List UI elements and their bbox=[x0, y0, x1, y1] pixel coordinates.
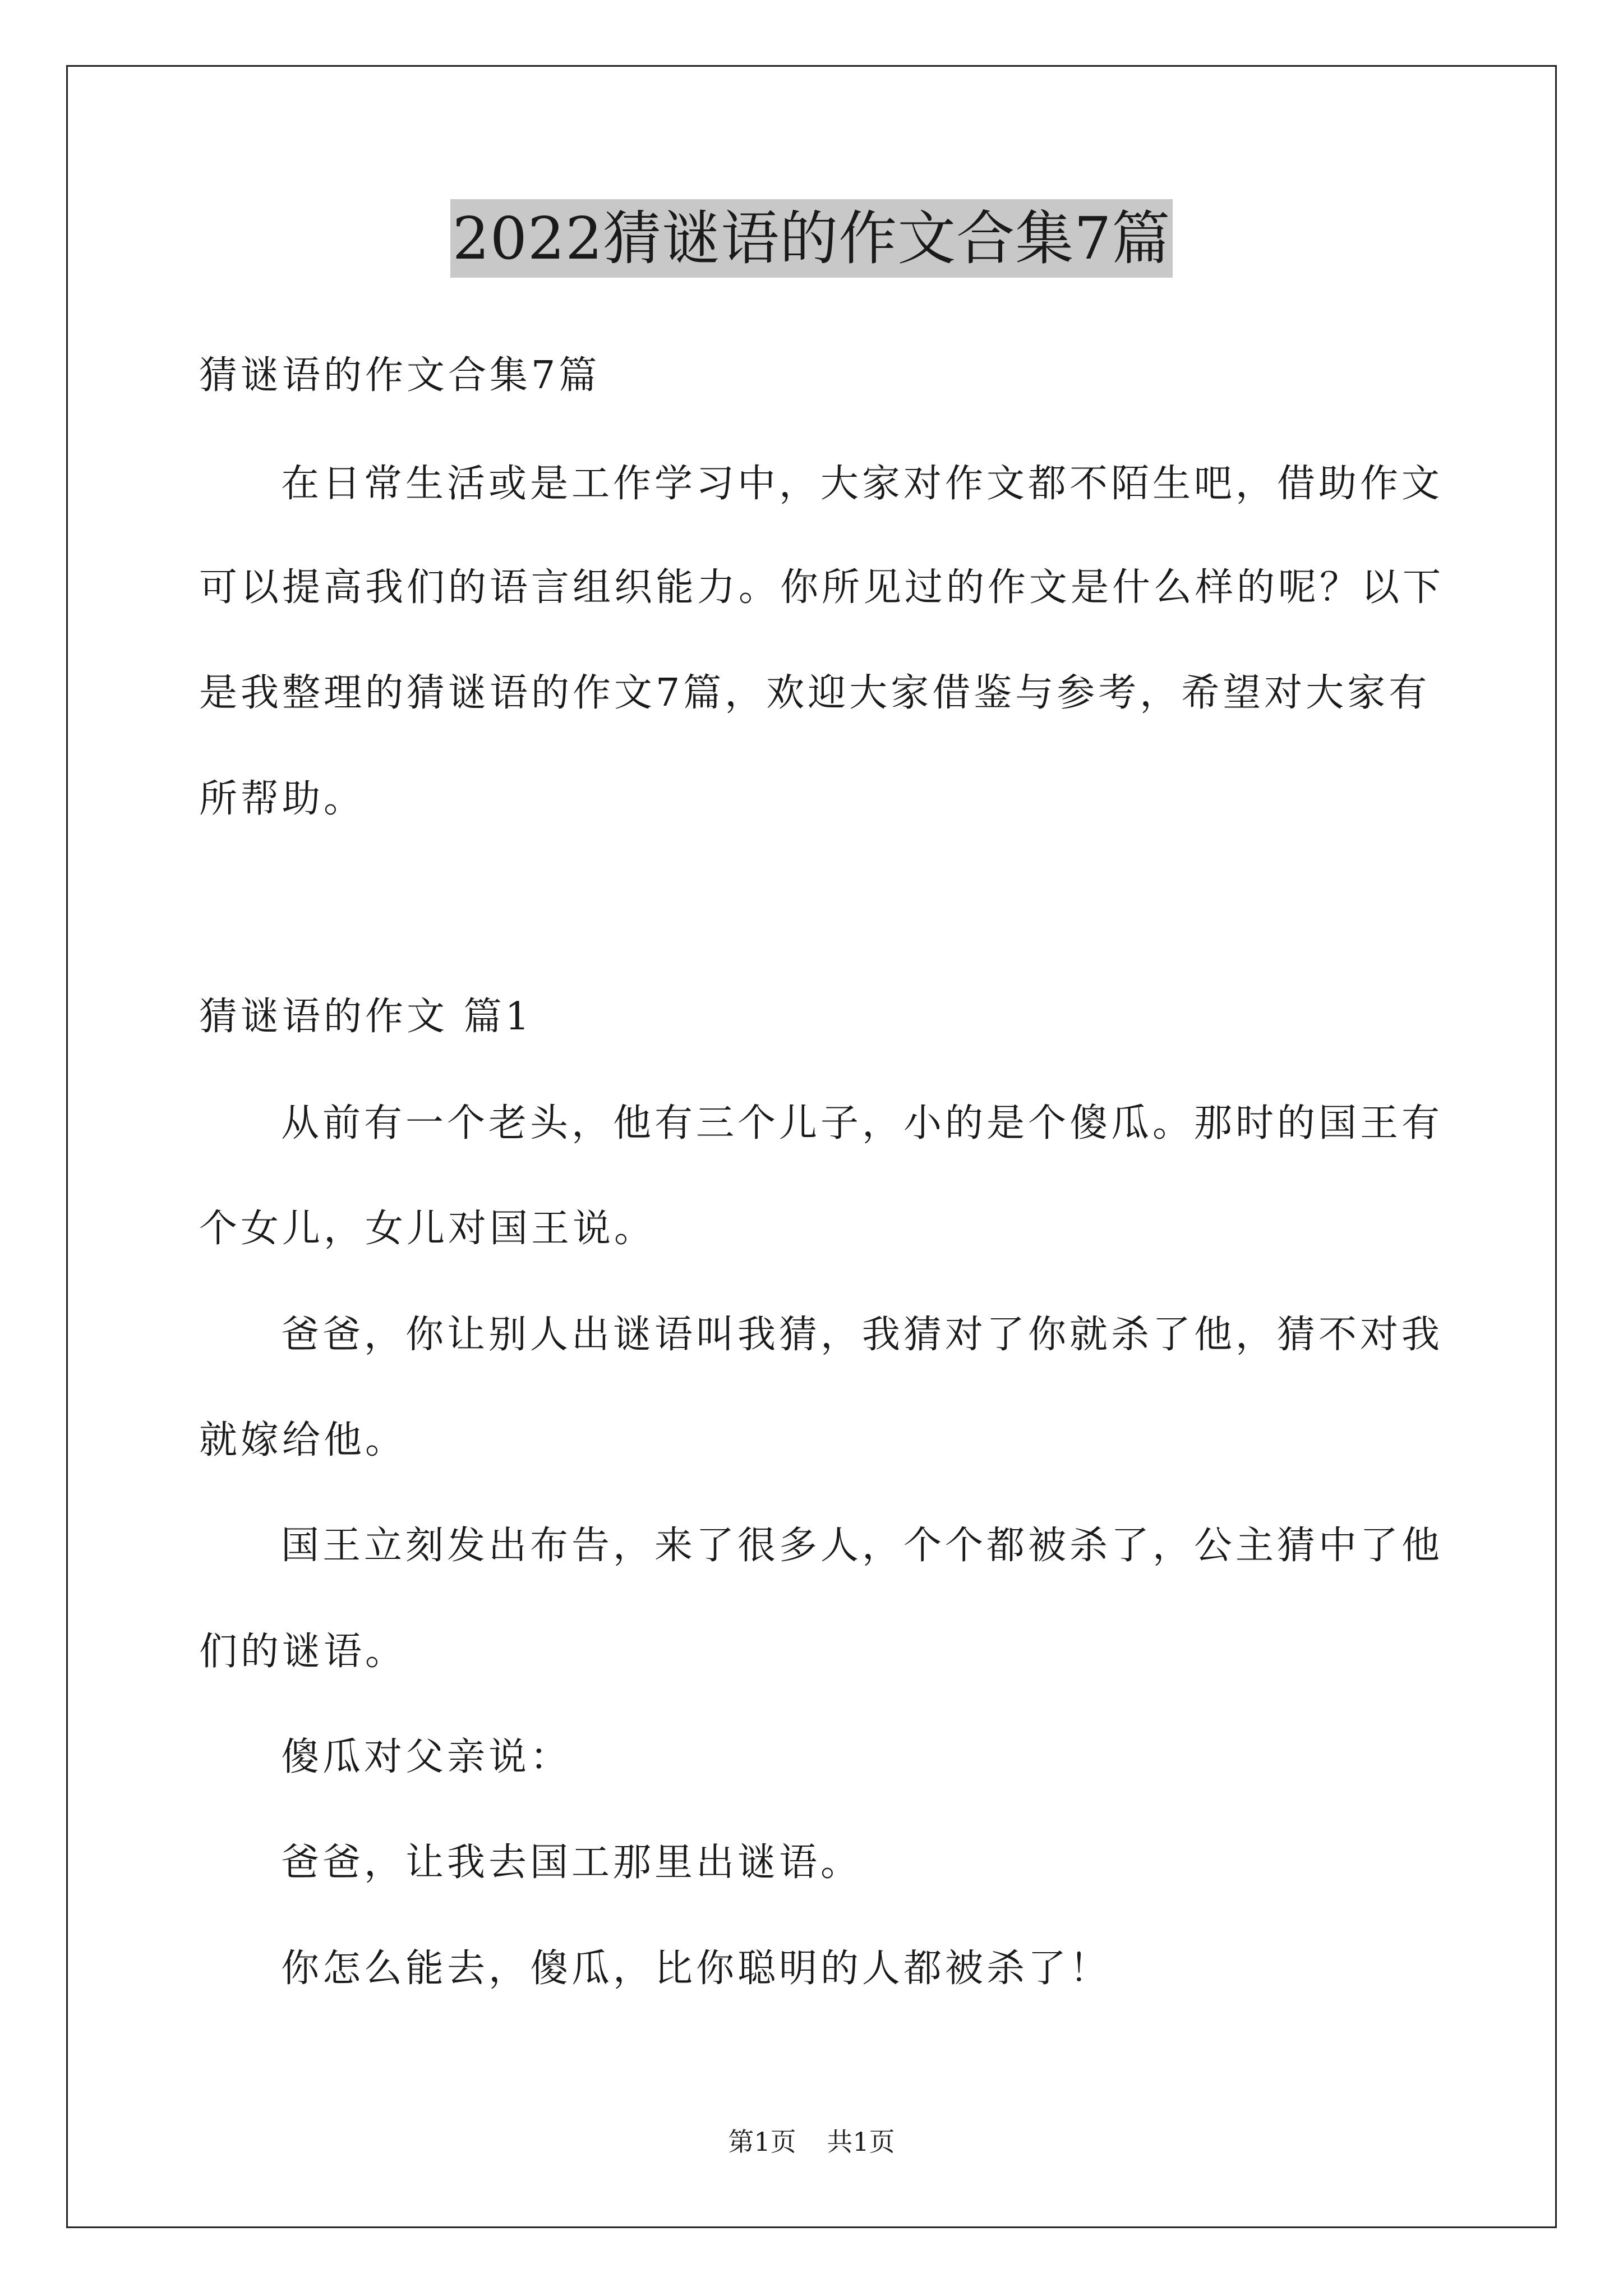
section-heading: 猜谜语的作文 篇1 bbox=[199, 995, 533, 1039]
body-line-5: 国王立刻发出布告，来了很多人，个个都被杀了，公主猜中了他 bbox=[281, 1524, 1444, 1568]
intro-line-3: 是我整理的猜谜语的作文7篇，欢迎大家借鉴与参考，希望对大家有 bbox=[199, 671, 1431, 715]
body-line-3: 爸爸，你让别人出谜语叫我猜，我猜对了你就杀了他，猜不对我 bbox=[281, 1313, 1444, 1357]
body-line-8: 爸爸，让我去国工那里出谜语。 bbox=[281, 1841, 863, 1885]
body-line-6: 们的谜语。 bbox=[199, 1630, 407, 1674]
page-number-current: 第1页 bbox=[728, 2127, 796, 2157]
body-line-4: 就嫁给他。 bbox=[199, 1418, 407, 1462]
body-line-9: 你怎么能去，傻瓜，比你聪明的人都被杀了！ bbox=[281, 1947, 1112, 1991]
intro-line-1: 在日常生活或是工作学习中，大家对作文都不陌生吧，借助作文 bbox=[281, 462, 1444, 506]
intro-line-4: 所帮助。 bbox=[199, 777, 366, 821]
page-footer bbox=[0, 2125, 1623, 2159]
intro-line-2: 可以提高我们的语言组织能力。你所见过的作文是什么样的呢？以下 bbox=[199, 565, 1445, 610]
document-title: 2022猜谜语的作文合集7篇 bbox=[450, 199, 1173, 278]
body-line-7: 傻瓜对父亲说： bbox=[281, 1735, 572, 1779]
page-number-total: 共1页 bbox=[827, 2127, 895, 2157]
subtitle: 猜谜语的作文合集7篇 bbox=[199, 353, 601, 398]
body-line-1: 从前有一个老头，他有三个儿子，小的是个傻瓜。那时的国王有 bbox=[281, 1101, 1444, 1145]
title-container bbox=[0, 199, 1623, 278]
body-line-2: 个女儿，女儿对国王说。 bbox=[199, 1207, 656, 1251]
